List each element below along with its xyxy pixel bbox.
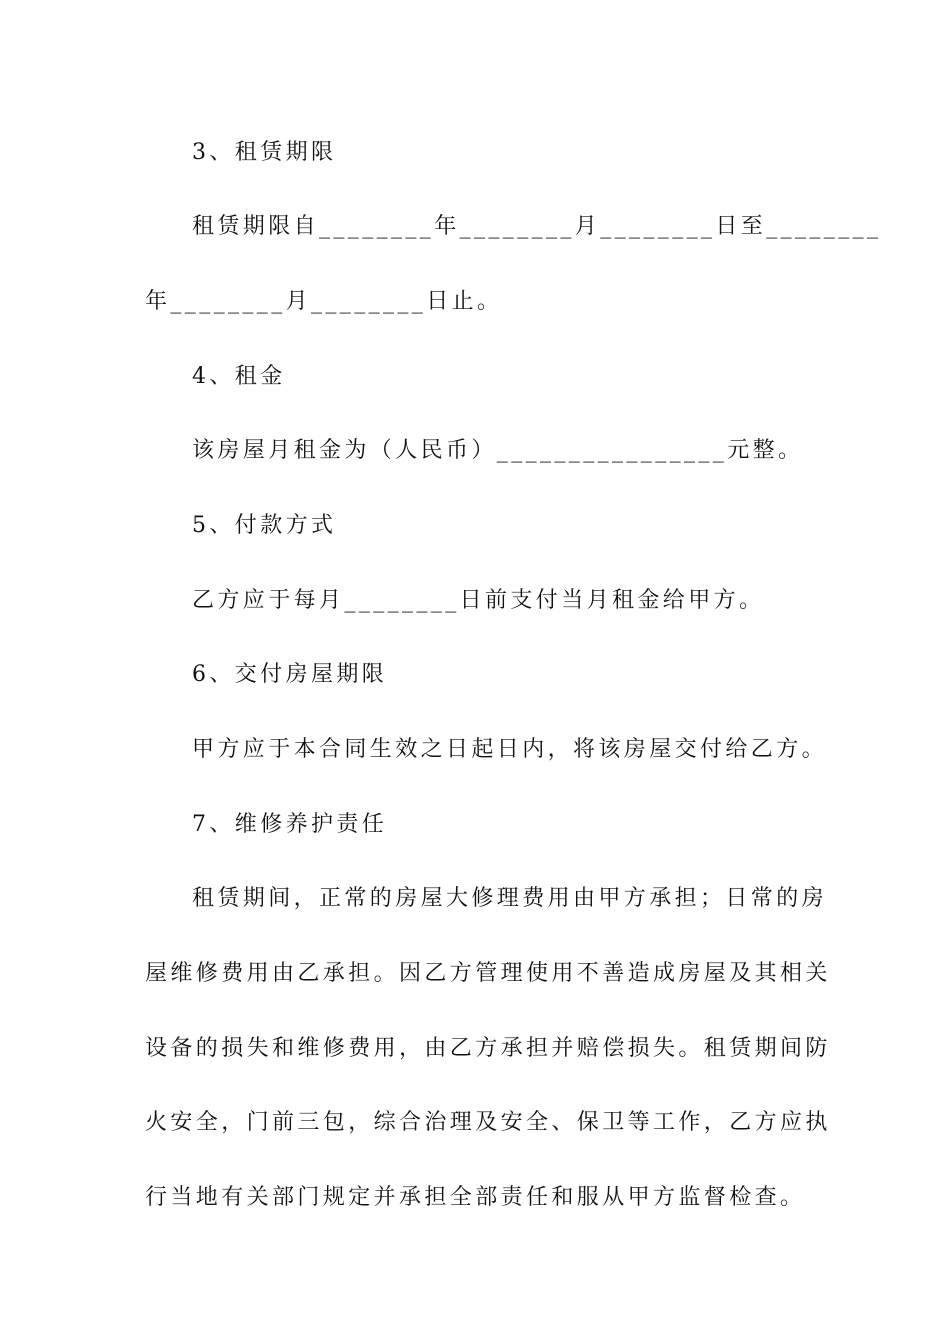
maintenance-paragraph-line-2: 屋维修费用由乙承担。因乙方管理使用不善造成房屋及其相关 [145, 961, 831, 986]
lease-term-line-1: 租赁期限自________年________月________日至________ [192, 214, 882, 239]
section-4-heading: 4、租金 [192, 364, 286, 389]
delivery-term-line: 甲方应于本合同生效之日起日内，将该房屋交付给乙方。 [192, 737, 828, 762]
section-6-heading: 6、交付房屋期限 [192, 662, 388, 687]
payment-method-line: 乙方应于每月________日前支付当月租金给甲方。 [192, 588, 765, 613]
lease-term-line-2: 年________月________日止。 [145, 289, 503, 314]
rent-amount-line: 该房屋月租金为（人民币）________________元整。 [192, 438, 804, 463]
section-7-heading: 7、维修养护责任 [192, 812, 388, 837]
section-5-heading: 5、付款方式 [192, 513, 337, 538]
maintenance-paragraph-line-3: 设备的损失和维修费用，由乙方承担并赔偿损失。租赁期间防 [145, 1036, 831, 1061]
section-3-heading: 3、租赁期限 [192, 140, 337, 165]
maintenance-paragraph-line-5: 行当地有关部门规定并承担全部责任和服从甲方监督检查。 [145, 1185, 806, 1210]
maintenance-paragraph-line-1: 租赁期间，正常的房屋大修理费用由甲方承担；日常的房 [192, 886, 828, 911]
maintenance-paragraph-line-4: 火安全，门前三包，综合治理及安全、保卫等工作，乙方应执 [145, 1110, 831, 1135]
